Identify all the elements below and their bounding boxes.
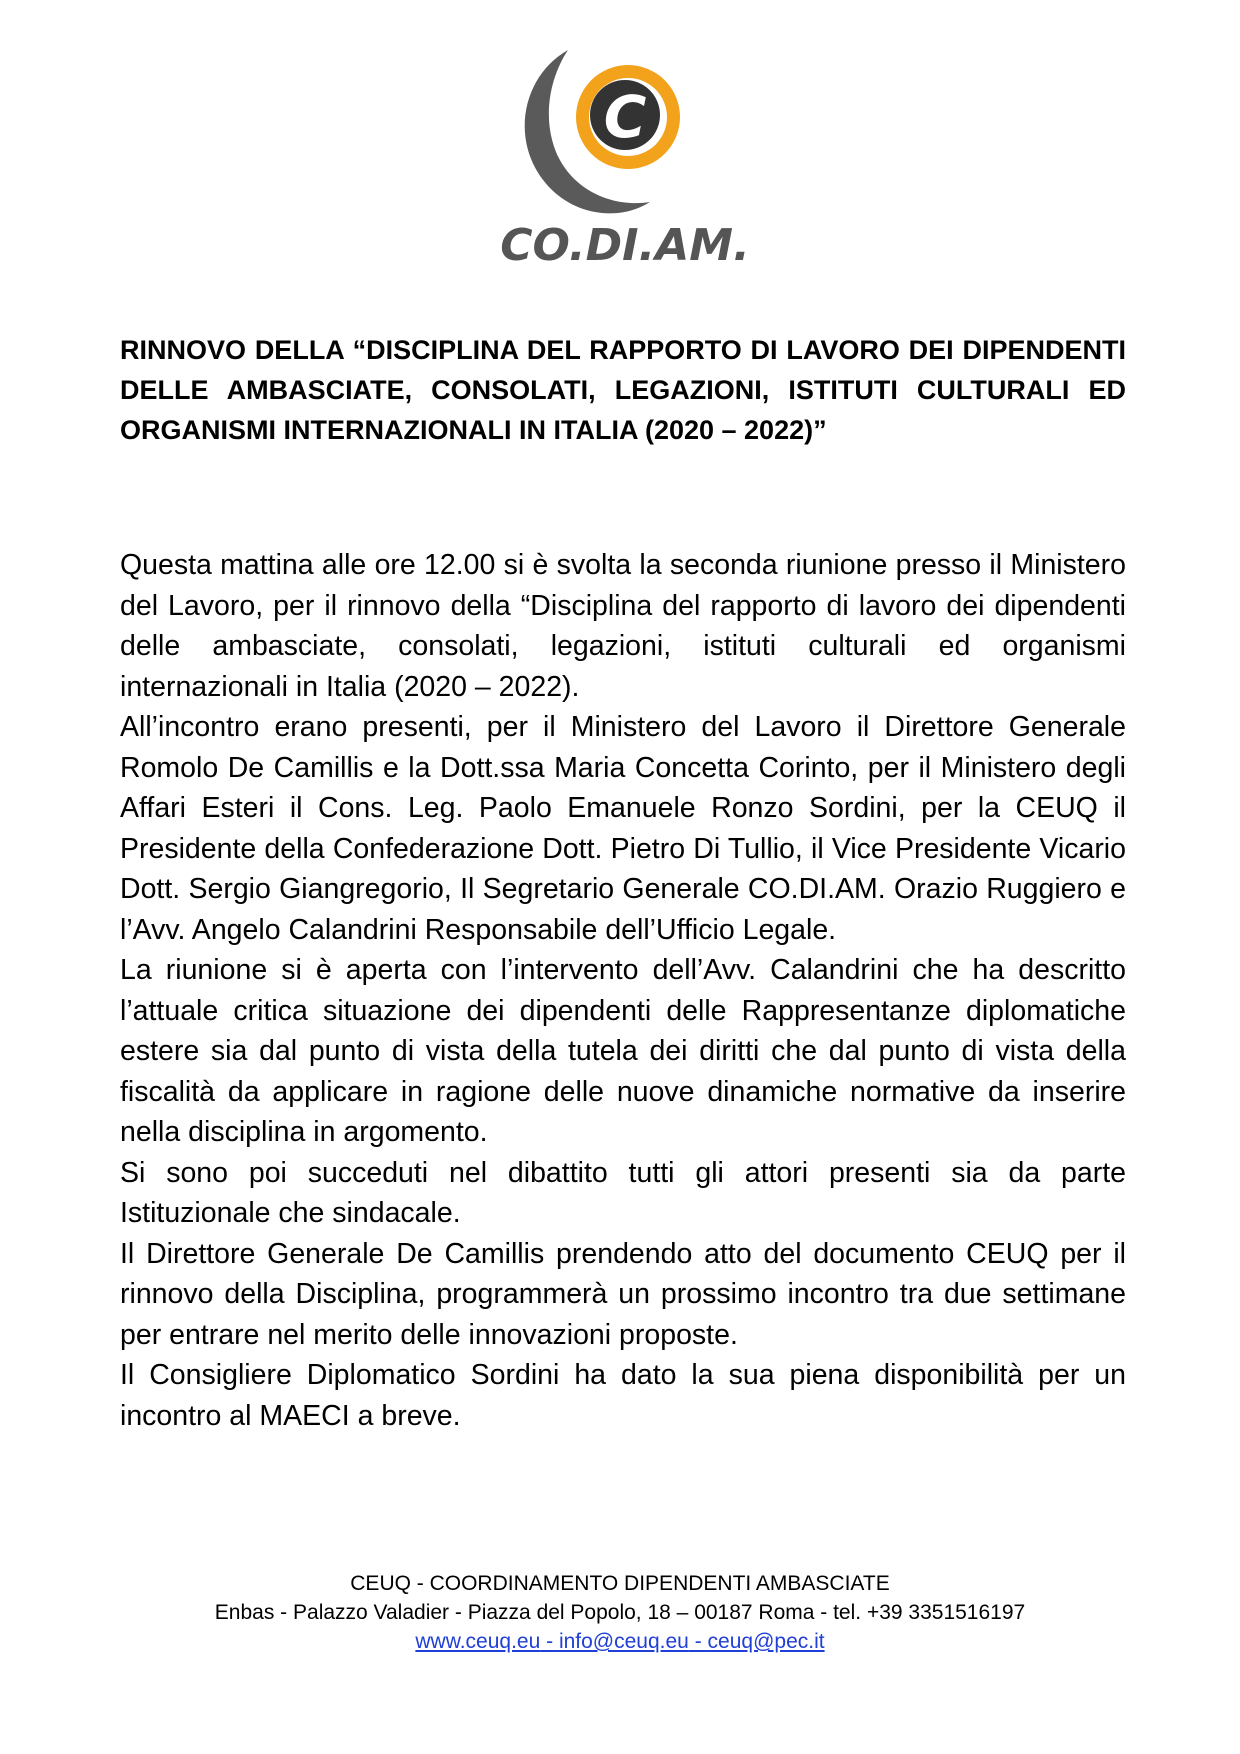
footer-link-pec[interactable]: ceuq@pec.it [707,1630,825,1653]
body-paragraph: Questa mattina alle ore 12.00 si è svolta la seconda riunione presso il Ministero del Lavoro, per il rinnovo della “Disciplina del rapporto di lavoro dei dipendenti delle ambasciate, consolati, legazioni, istituti culturali ed organismi internazionali in Italia (2020 – 2022). [120,549,1126,703]
logo-letter: C [603,83,647,151]
page-footer [0,1569,1240,1656]
body-paragraph: La riunione si è aperta con l’intervento dell’Avv. Calandrini che ha descritto l’attuale critica situazione dei dipendenti delle Rappresentanze diplomatiche estere sia dal punto di vista della tutela dei diritti che dal punto di vista della fiscalità da applicare in ragione delle nuove dinamiche normative da inserire nella disciplina in argomento. [120,954,1126,1148]
footer-link-separator: - [540,1630,559,1653]
logo-emblem [500,42,750,272]
footer-link-separator: - [688,1630,708,1653]
footer-link-website[interactable]: www.ceuq.eu [415,1630,541,1653]
document-body [120,545,1126,1436]
document-title: RINNOVO DELLA “DISCIPLINA DEL RAPPORTO DI LAVORO DEI DIPENDENTI DELLE AMBASCIATE, CONSOLATI, LEGAZIONI, ISTITUTI CULTURALI ED ORGANISMI INTERNAZIONALI IN ITALIA (2020 – 2022)” [120,335,1126,445]
body-paragraph: All’incontro erano presenti, per il Ministero del Lavoro il Direttore Generale Romolo De Camillis e la Dott.ssa Maria Concetta Corinto, per il Ministero degli Affari Esteri il Cons. Leg. Paolo Emanuele Ronzo Sordini, per la CEUQ il Presidente della Confederazione Dott. Pietro Di Tullio, il Vice Presidente Vicario Dott. Sergio Giangregorio, Il Segretario Generale CO.DI.AM. Orazio Ruggiero e l’Avv. Angelo Calandrini Responsabile dell’Ufficio Legale. [120,711,1126,946]
footer-links [0,1627,1240,1656]
body-paragraph: Il Consigliere Diplomatico Sordini ha dato la sua piena disponibilità per un incontro al MAECI a breve. [120,1359,1126,1432]
codiam-logo [500,42,750,272]
footer-address: Enbas - Palazzo Valadier - Piazza del Popolo, 18 – 00187 Roma - tel. +39 3351516197 [214,1601,1026,1624]
logo-wordmark: CO.DI.AM. [500,220,750,271]
body-paragraph: Il Direttore Generale De Camillis prendendo atto del documento CEUQ per il rinnovo della Disciplina, programmerà un prossimo incontro tra due settimane per entrare nel merito delle innovazioni proposte. [120,1237,1126,1351]
body-paragraph: Si sono poi succeduti nel dibattito tutti gli attori presenti sia da parte Istituzionale che sindacale. [120,1156,1126,1229]
footer-link-email[interactable]: info@ceuq.eu [558,1630,689,1653]
footer-org: CEUQ - COORDINAMENTO DIPENDENTI AMBASCIATE [350,1572,890,1595]
